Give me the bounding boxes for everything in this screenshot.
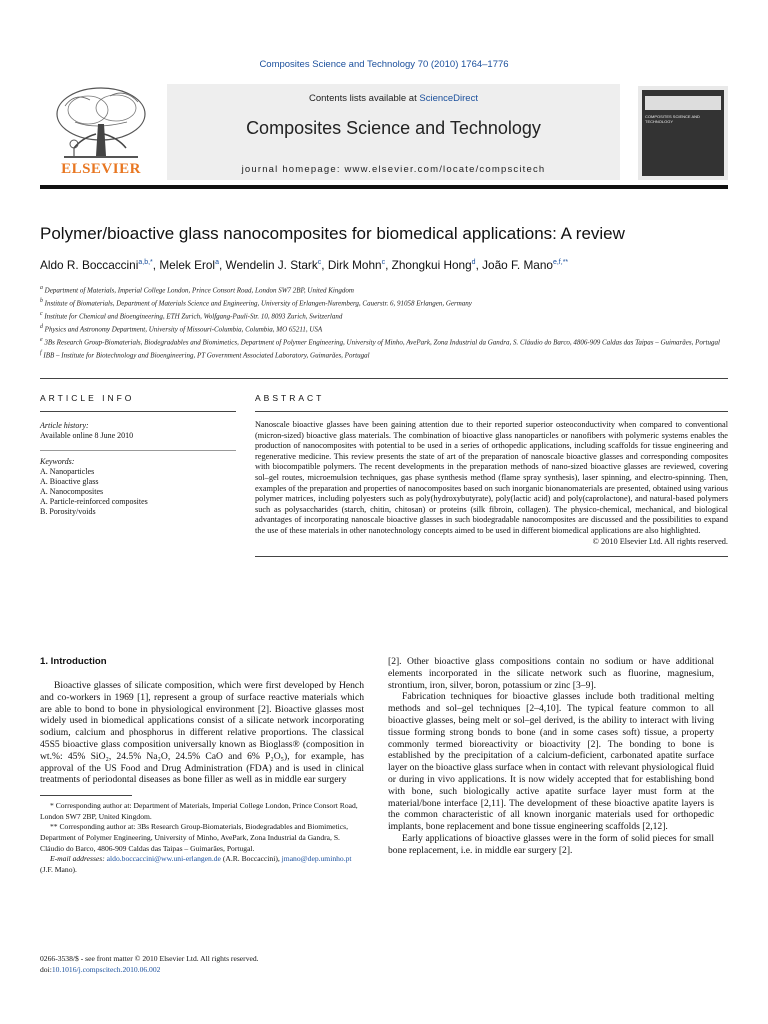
author: Zhongkui Hong [391,258,472,272]
author-affiliation-marker[interactable]: a,b,* [138,259,153,267]
article-info-heading: ARTICLE INFO [40,393,135,403]
cover-title: COMPOSITES SCIENCE AND TECHNOLOGY [645,114,700,124]
keyword: A. Particle-reinforced composites [40,497,148,506]
section-heading: 1. Introduction [40,656,107,667]
affiliation: $^e$ 3Bs Research Group-Biomaterials, Biodegradables and Biomimetics, Department of Polymer Engineering, University of Minho, AvePark, Zona Industrial da Gandra, S. Cláudio do Barco, 4806-909 Caldas das Taipas – Guimarães, Portugal [40,336,720,347]
journal-homepage: journal homepage: www.elsevier.com/locate/compscitech [241,164,546,175]
body-text [388,656,714,857]
affiliation: $^b$ Institute of Biomaterials, Department of Materials Science and Engineering, University of Erlangen-Nuremberg, Cauerstr. 6, 91058 Erlangen, Germany [40,297,472,308]
keyword: A. Bioactive glass [40,477,99,486]
email-link[interactable]: aldo.boccaccini@ww.uni-erlangen.de [106,854,221,864]
history-value: Available online 8 June 2010 [40,431,134,440]
header-rule [40,185,728,189]
affiliation: $^d$ Physics and Astronomy Department, University of Missouri-Columbia, Columbia, MO 65211, USA [40,323,323,334]
page-footer [40,954,370,975]
affiliation: $^a$ Department of Materials, Imperial College London, Prince Consort Road, London SW7 2BP, United Kingdom [40,285,354,295]
issn-line: 0266-3538/$ - see front matter © 2010 Elsevier Ltd. All rights reserved. [40,954,259,963]
footnote-rule [40,795,132,796]
journal-citation[interactable]: Composites Science and Technology 70 (2010) 1764–1776 [259,59,509,70]
footnote: ** Corresponding author at: 3Bs Research Group-Biomaterials, Biodegradables and Biomimetics, Department of Polymer Engineering, University of Minho, AvePark, Zona Industrial da Gandra, S. Cláudio do Barco, 4806-909 Caldas das Taipas – Guimarães, Portugal. [40,822,348,853]
journal-title: Composites Science and Technology [246,118,541,138]
author-affiliation-marker[interactable]: c [317,259,322,267]
footnote-emails: E-mail addresses: aldo.boccaccini@ww.uni-erlangen.de (A.R. Boccaccini), jmano@dep.uminho.pt (J.F. Mano). [40,854,352,874]
journal-masthead [40,84,728,182]
abstract-heading: ABSTRACT [255,393,325,403]
author: Dirk Mohn [327,258,382,272]
history-label: Article history: [40,421,89,430]
affiliation: $^c$ Institute for Chemical and Bioengineering, ETH Zurich, Wolfgang-Pauli-Str. 10, 8093 Zurich, Switzerland [40,310,343,321]
elsevier-tree-icon [40,84,162,162]
footnotes [40,801,364,875]
author-affiliation-marker[interactable]: c [381,259,386,267]
author: Melek Erol [159,258,216,272]
email-link[interactable]: jmano@dep.uminho.pt [281,854,352,864]
doi-link[interactable]: 10.1016/j.compscitech.2010.06.002 [51,964,161,974]
body-paragraph: Early applications of bioactive glasses were in the form of solid pieces for small bone replacement, i.e. in middle ear surgery [2]. [388,832,714,856]
right-column [388,656,714,857]
article-info-section [40,393,236,517]
abstract-section [255,393,728,557]
author-affiliation-marker[interactable]: a [215,259,219,267]
keywords-label: Keywords: [40,457,75,466]
front-matter-divider [40,378,728,379]
homepage-link[interactable]: www.elsevier.com/locate/compscitech [344,164,546,175]
sciencedirect-link[interactable]: ScienceDirect [419,93,478,104]
author-affiliation-marker[interactable]: d [471,259,476,267]
affiliation: $^f$ IBB – Institute for Biotechnology and Bioengineering, PT Government Associated Laboratory, Guimarães, Portugal [40,349,370,359]
elsevier-logo [40,84,162,180]
keyword: A. Nanocomposites [40,487,104,496]
keyword: B. Porosity/voids [40,507,96,516]
author-affiliation-marker[interactable]: e,f,** [552,259,569,267]
keyword: A. Nanoparticles [40,467,95,476]
body-paragraph: [2]. Other bioactive glass compositions contain no sodium or have additional elements incorporated in the silicate network such as fluorine, magnesium, strontium, iron, silver, boron, potassium or zinc [3–9]. [388,656,714,691]
author: Aldo R. Boccaccini [40,258,139,272]
journal-cover-image [638,86,728,180]
affiliation-list [40,283,730,361]
elsevier-wordmark: ELSEVIER [61,161,141,177]
author-list: Aldo R. Boccaccini$^{a,b,*}$, Melek Erol$^a$, Wendelin J. Stark$^c$, Dirk Mohn$^c$, Zhongkui Hong$^d$, João F. Mano$^{e,f,**}$ [40,258,569,272]
left-column [40,656,364,875]
doi-line: doi:10.1016/j.compscitech.2010.06.002 [40,964,161,974]
author: Wendelin J. Stark [225,258,318,272]
body-paragraph: Bioactive glasses of silicate composition, which were first developed by Hench and co-workers in 1969 [1], represent a group of surface reactive materials which are able to bond to bone in physiological environment [2]. Bioactive glasses most widely used in biomedical applications consist of a silicate network incorporating sodium, calcium and phosphorus in different relative proportions. The classical 45S5 bioactive glass composition universally known as Bioglass® (composition in wt.%: 45% SiO₂, 24.5% Na₂O, 24.5% CaO and 6% P₂O₅), for example, has approval of the US Food and Drug Administration (FDA) and is used in clinical treatments of periodontal diseases as bone filler as well as in middle ear surgery [40,680,364,786]
body-paragraph: Fabrication techniques for bioactive glasses include both traditional melting methods and sol–gel techniques [2–4,10]. The typical feature common to all bioactive glasses, being melt or sol–gel derived, is the ability to interact with living tissue forming strong bonds to bone (and in some cases soft) tissue, a property commonly termed bioreactivity or bioactivity [2]. The bonding to bone is established by the precipitation of a calcium-deficient, carbonated apatite surface layer on the bioactive glass surface when in contact with relevant physiological fluid or during in vivo applications. It is now widely accepted that for establishing bond with bone, such biologically active apatite surface layer must form at the material/bone interface [2,11]. The development of these bioactive apatite layers is the common characteristic of all known inorganic materials used for orthopedic implants, bone replacement and bone tissue engineering scaffolds [2,12]. [388,691,714,833]
author: João F. Mano [482,258,553,272]
footnote: * Corresponding author at: Department of Materials, Imperial College London, Prince Consort Road, London SW7 2BP, United Kingdom. [40,801,358,821]
article-title: Polymer/bioactive glass nanocomposites for biomedical applications: A review [40,224,625,243]
abstract-text: Nanoscale bioactive glasses have been gaining attention due to their reported superior osteoconductivity when compared to conventional (micron-sized) bioactive glass materials. The combination of bioactive glass nanoparticles or nanofibers with polymeric systems enables the production of nanocomposites with potential to be used in a series of orthopedic applications, including scaffolds for tissue engineering and regenerative medicine. This review presents the state of art of the preparation of nanoscale bioactive glasses and corresponding composites with biocompatible polymers. The recent developments in the preparation methods of nano-sized bioactive glasses are reviewed, covering sol–gel routes, microemulsion techniques, gas phase synthesis method (flame spray synthesis), laser spinning, and electro-spinning. Then, examples of the preparation and properties of nanocomposites based on such inorganic bionanomaterials are presented, obtained using various polymer matrices, including polyesters such as poly(hydroxybutyrate), poly(lactic acid) and poly(caprolactone), and natural-based polymers such as polysaccharides (starch, chitin, chitosan) or proteins (silk fibroin, collagen). The physico-chemical, mechanical, and biological advantages of incorporating nanoscale bioactive glasses in such biodegradable nanocomposites are discussed and the possibilities to expand the use of these materials in other nanotechnology concepts aimed to be used in different biomedical applications are also highlighted. [255,420,728,535]
abstract-copyright: © 2010 Elsevier Ltd. All rights reserved. [592,536,728,546]
journal-banner [167,84,620,180]
contents-line: Contents lists available at ScienceDirect [309,93,478,104]
